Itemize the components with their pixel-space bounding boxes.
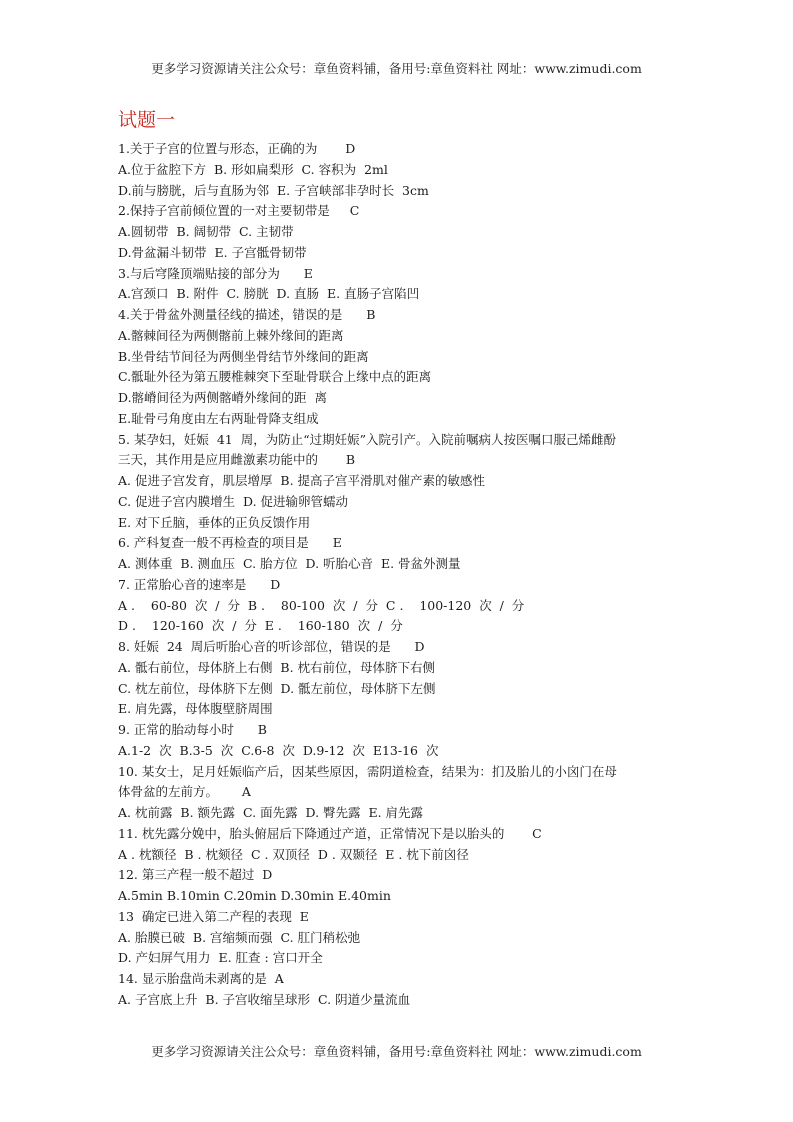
text-line: C. 枕左前位，母体脐下左侧 D. 骶左前位，母体脐下左侧 <box>118 680 436 696</box>
text-line: A. 骶右前位，母体脐上右侧 B. 枕右前位，母体脐下右侧 <box>118 659 436 675</box>
text-line: E. 肩先露，母体腹壁脐周围 <box>118 701 273 717</box>
page-title: 试题一 <box>118 109 176 131</box>
text-line: 5. 某孕妇，妊娠 41 周，为防止“过期妊娠”入院引产。入院前嘱病人按医嘱口服己烯雌酚 <box>118 431 616 447</box>
text-line: A.位于盆腔下方 B. 形如扁梨形 C. 容积为 2ml <box>118 161 388 177</box>
text-line: 1.关于子宫的位置与形态，正确的为 D <box>118 141 356 156</box>
text-line: A.5min B.10min C.20min D.30min E.40min <box>118 888 391 903</box>
text-line: A. 促进子宫发育，肌层增厚 B. 提高子宫平滑肌对催产素的敏感性 <box>118 473 486 488</box>
text-line: D. 产妇屏气用力 E. 肛查 : 宫口开全 <box>118 950 323 966</box>
text-line: A.宫颈口 B. 附件 C. 膀胱 D. 直肠 E. 直肠子宫陷凹 <box>118 286 420 302</box>
text-line: B.坐骨结节间径为两侧坐骨结节外缘间的距离 <box>118 348 369 364</box>
text-line: A . 60-80 次 / 分 B . 80-100 次 / 分 C . 100-120 次 / 分 <box>118 597 525 613</box>
text-line: 体骨盆的左前方。 A <box>118 784 251 800</box>
text-line: E. 对下丘脑，垂体的正负反馈作用 <box>118 514 311 530</box>
page-header: 更多学习资源请关注公众号：章鱼资料铺，备用号:章鱼资料社 网址：www.zimudi.com <box>151 61 642 76</box>
text-line: D.髂嵴间径为两侧髂嵴外缘间的距 离 <box>118 390 327 405</box>
text-line: 7. 正常胎心音的速率是 D <box>118 576 281 592</box>
text-line: 4.关于骨盆外测量径线的描述，错误的是 B <box>118 307 376 322</box>
text-line: 12. 第三产程一般不超过 D <box>118 867 273 883</box>
text-line: A. 子宫底上升 B. 子宫收缩呈球形 C. 阴道少量流血 <box>118 991 411 1007</box>
text-line: C.骶耻外径为第五腰椎棘突下至耻骨联合上缘中点的距离 <box>118 369 432 385</box>
text-line: 三天，其作用是应用雌激素功能中的 B <box>118 452 356 468</box>
text-line: C. 促进子宫内膜增生 D. 促进输卵管蠕动 <box>118 493 349 509</box>
text-line: 9. 正常的胎动每小时 B <box>118 722 267 737</box>
text-line: 14. 显示胎盘尚未剥离的是 A <box>118 971 284 986</box>
text-line: 10. 某女士，足月妊娠临产后，因某些原因，需阴道检查，结果为：扪及胎儿的小囟门在母 <box>118 763 617 779</box>
text-line: A.1-2 次 B.3-5 次 C.6-8 次 D.9-12 次 E13-16 次 <box>118 742 439 758</box>
text-line: A. 胎膜已破 B. 宫缩频而强 C. 肛门稍松弛 <box>118 929 361 945</box>
text-line: A. 枕前露 B. 额先露 C. 面先露 D. 臀先露 E. 肩先露 <box>118 805 424 820</box>
text-line: D.前与膀胱，后与直肠为邻 E. 子宫峡部非孕时长 3cm <box>118 182 429 198</box>
text-line: 13 确定已进入第二产程的表现 E <box>118 908 309 924</box>
text-line: D . 120-160 次 / 分 E . 160-180 次 / 分 <box>118 618 403 634</box>
text-line: A.圆韧带 B. 阔韧带 C. 主韧带 <box>118 224 294 239</box>
text-line: A . 枕额径 B . 枕颏径 C . 双顶径 D . 双颞径 E . 枕下前囟径 <box>118 846 469 862</box>
text-line: A.髂棘间径为两侧髂前上棘外缘间的距离 <box>118 327 344 343</box>
text-line: 11. 枕先露分娩中，胎头俯屈后下降通过产道，正常情况下是以胎头的 C <box>118 825 542 841</box>
text-line: 2.保持子宫前倾位置的一对主要韧带是 C <box>118 203 360 219</box>
page-footer: 更多学习资源请关注公众号：章鱼资料铺，备用号:章鱼资料社 网址：www.zimudi.com <box>151 1044 642 1059</box>
text-line: D.骨盆漏斗韧带 E. 子宫骶骨韧带 <box>118 244 307 260</box>
question-list <box>118 139 678 1011</box>
text-line: E.耻骨弓角度由左右两耻骨降支组成 <box>118 410 319 426</box>
text-line: 8. 妊娠 24 周后听胎心音的听诊部位，错误的是 D <box>118 639 425 654</box>
text-line: 3.与后穹隆顶端贴接的部分为 E <box>118 265 313 281</box>
text-line: A. 测体重 B. 测血压 C. 胎方位 D. 听胎心音 E. 骨盆外测量 <box>118 556 461 571</box>
text-line: 6. 产科复查一般不再检查的项目是 E <box>118 535 342 551</box>
